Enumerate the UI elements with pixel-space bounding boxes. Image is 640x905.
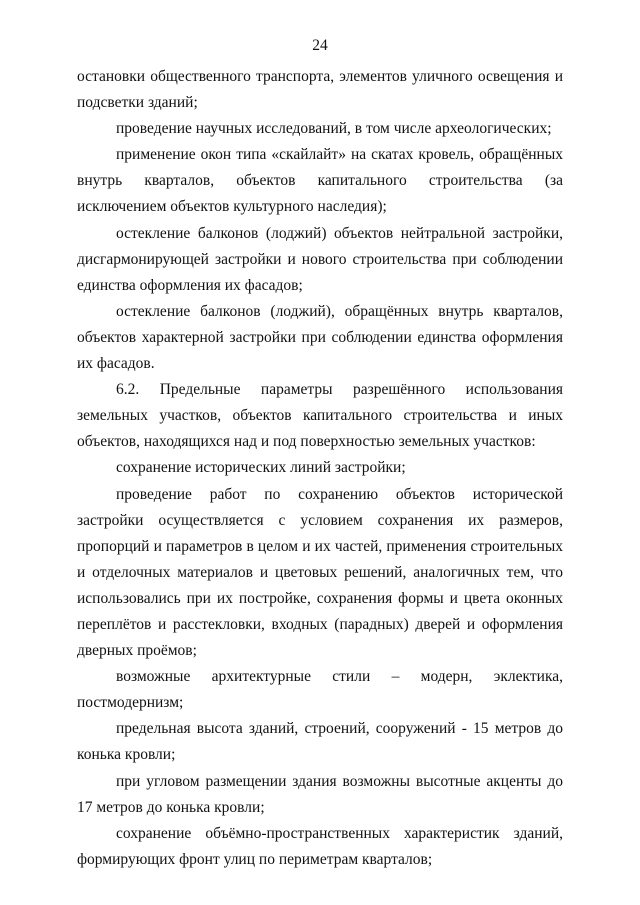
paragraph: проведение научных исследований, в том числе археологических; — [116, 120, 552, 138]
paragraph: сохранение исторических линий застройки; — [116, 459, 406, 477]
page-number: 24 — [312, 37, 328, 54]
paragraph: остановки общественного транспорта, элементов уличного освещения и подсветки зданий; — [77, 68, 563, 112]
paragraph: возможные архитектурные стили – модерн, эклектика, постмодернизм; — [77, 668, 563, 712]
paragraph: остекление балконов (лоджий), обращённых внутрь кварталов, объектов характерной застройки при соблюдении единства оформления их фасадов. — [77, 302, 563, 373]
paragraph: предельная высота зданий, строений, сооружений - 15 метров до конька кровли; — [77, 720, 563, 764]
paragraph: остекление балконов (лоджий) объектов нейтральной застройки, дисгармонирующей застройки и нового строительства при соблюдении единства оформления их фасадов; — [77, 224, 563, 294]
section-heading-paragraph: 6.2. Предельные параметры разрешённого использования земельных участков, объектов капитального строительства и иных объектов, находящихся над и под поверхностью земельных участков: — [77, 381, 563, 451]
paragraph: сохранение объёмно-пространственных характеристик зданий, формирующих фронт улиц по периметрам кварталов; — [77, 824, 563, 868]
paragraph: применение окон типа «скайлайт» на скатах кровель, обращённых внутрь кварталов, объектов капитального строительства (за исключением объектов культурного наследия); — [77, 146, 563, 216]
paragraph: при угловом размещении здания возможны высотные акценты до 17 метров до конька кровли; — [77, 772, 563, 816]
paragraph: проведение работ по сохранению объектов исторической застройки осуществляется с условием сохранения их размеров, пропорций и параметров в целом и их частей, применения строительных и отделочных материалов и цветовых решений, аналогичных тем, что использовались при их постройке, сохранения формы и цвета оконных переплётов и расстекловки, входных (парадных) дверей и оформления дверных проёмов; — [77, 485, 563, 660]
document-body — [77, 64, 563, 873]
